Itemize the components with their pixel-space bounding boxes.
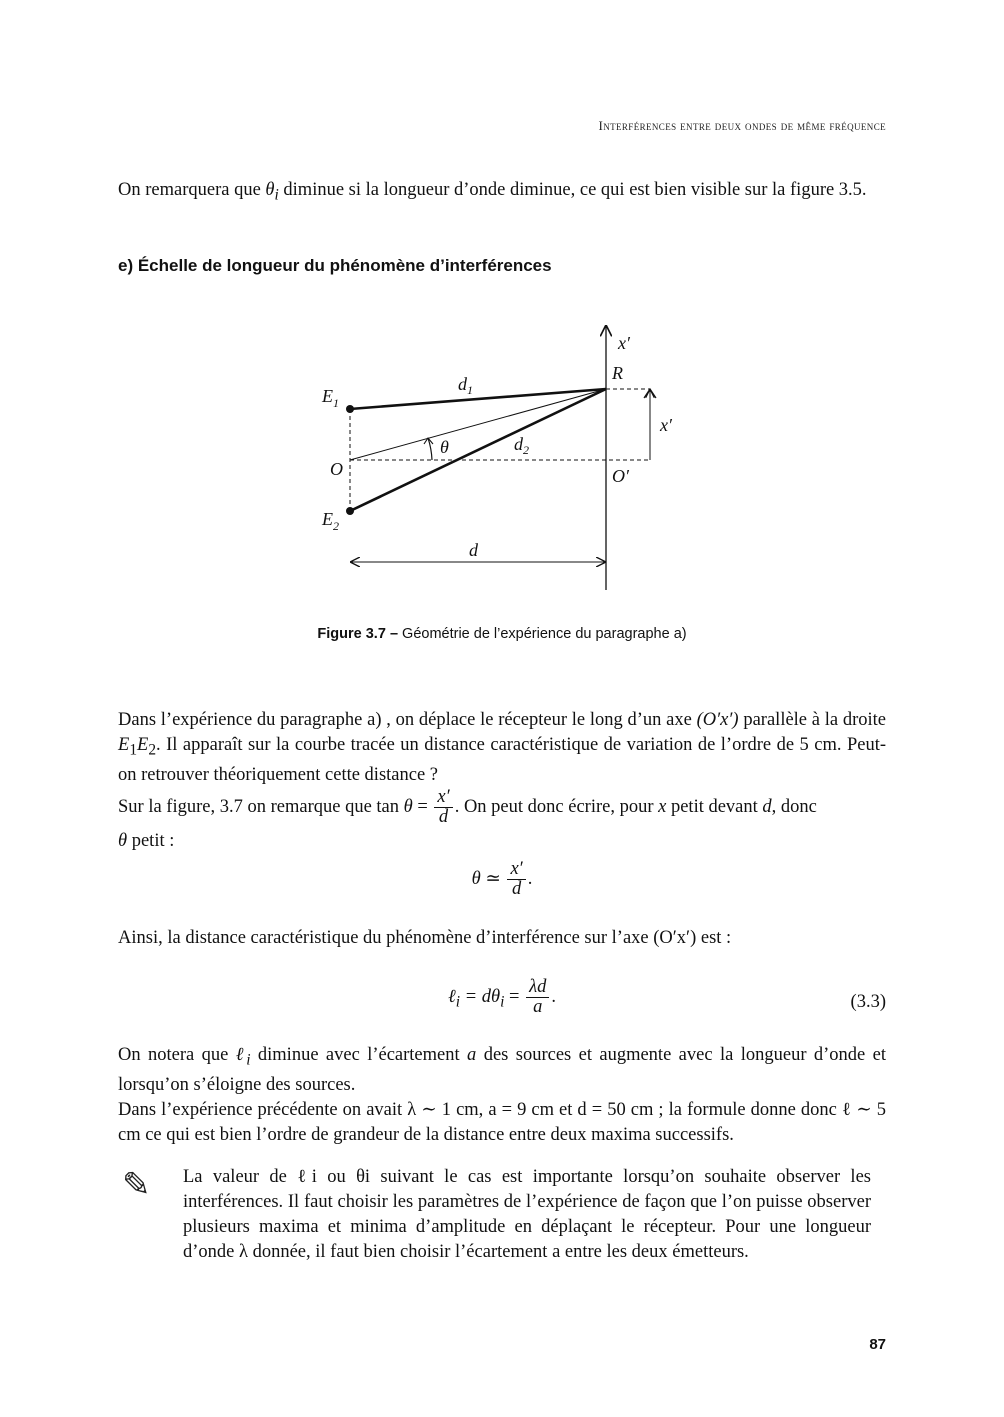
- eq1-fraction: [507, 860, 525, 899]
- intro-paragraph: [118, 178, 886, 208]
- eq2-den: a: [533, 997, 543, 1017]
- p1-text-b: parallèle à la droite: [738, 710, 886, 730]
- caption-text: Géométrie de l’expérience du paragraphe a): [402, 626, 687, 642]
- e1-subscript: 1: [129, 741, 138, 759]
- p4-ell: ℓ: [235, 1045, 247, 1065]
- pencil-icon: ✎: [122, 1165, 151, 1205]
- p4-i: i: [246, 1051, 251, 1069]
- p2-text-d: , donc: [771, 796, 817, 817]
- eq2-i2: i: [500, 993, 505, 1011]
- equation-3-3: [118, 978, 886, 1017]
- eq2-fraction: [526, 978, 549, 1017]
- label-o: O: [330, 459, 343, 479]
- page-number: 87: [869, 1336, 886, 1353]
- source-e2-dot: [346, 507, 354, 515]
- e1-symbol: E: [118, 735, 130, 755]
- eq2-ell: ℓ: [448, 986, 456, 1007]
- p2-text-b: . On peut donc écrire, pour: [454, 796, 659, 817]
- p1-text-a: Dans l’expérience du paragraphe a) , on déplace le récepteur le long d’un axe: [118, 710, 697, 730]
- label-o-prime: O′: [612, 466, 629, 486]
- eq1-den: d: [511, 879, 522, 899]
- source-e1-dot: [346, 405, 354, 413]
- tan-fraction-num: x′: [434, 788, 452, 808]
- eq2-equals: =: [504, 986, 525, 1007]
- eq1-end: .: [527, 868, 533, 889]
- p4-a: a: [467, 1045, 477, 1065]
- eq1-lhs: θ ≃: [471, 868, 506, 889]
- label-d: d: [469, 540, 478, 560]
- eq2-mid: = dθ: [460, 986, 501, 1007]
- label-theta: θ: [440, 437, 449, 457]
- paragraph-receiver: [118, 708, 886, 788]
- equation-theta: [118, 860, 886, 899]
- p1-text-c: . Il apparaît sur la courbe tracée un distance caractéristique de variation de l’ordre de 5 cm. Peut-on retrouver théoriquement cette distance ?: [118, 735, 886, 785]
- label-e2: $E_2$: [322, 509, 339, 533]
- p2-equals: =: [412, 796, 433, 817]
- e2-subscript: 2: [148, 741, 157, 759]
- eq2-num: λd: [526, 978, 549, 998]
- tan-fraction-den: d: [438, 807, 449, 827]
- equation-number: (3.3): [850, 992, 886, 1012]
- axis-expression: (O′x′): [696, 710, 739, 730]
- caption-separator: –: [389, 626, 399, 642]
- label-x-prime-dim: x′: [660, 415, 672, 435]
- intro-text-b: diminue si la longueur d’onde diminue, ce qui est bien visible sur la figure 3.5.: [278, 180, 867, 200]
- e2-symbol: E: [137, 735, 149, 755]
- p2-text-a: Sur la figure, 3.7 on remarque que tan: [118, 796, 404, 817]
- paragraph-notera: [118, 1043, 886, 1098]
- note-text: La valeur de ℓi ou θi suivant le cas est importante lorsqu’on souhaite observer les interférences. Il faut choisir les paramètres de l’expérience de façon que l’on puisse observer plusieurs maxima et minima d’amplitude en déplaçant le récepteur. Pour une longueur d’onde λ donnée, il faut bien choisir l’écartement a entre les deux émetteurs.: [183, 1167, 871, 1262]
- eq2-i: i: [455, 993, 461, 1011]
- label-x-prime-axis: x′: [618, 333, 630, 353]
- eq1-num: x′: [507, 860, 525, 880]
- p2-x: x: [658, 796, 667, 817]
- theta-subscript: i: [274, 186, 279, 204]
- caption-label: Figure 3.7: [317, 626, 386, 642]
- p4-text-b: diminue avec l’écartement: [250, 1045, 468, 1065]
- label-e1: $E_1$: [322, 386, 339, 410]
- p2-theta-2: θ: [118, 831, 128, 851]
- p2-text-c: petit devant: [666, 796, 763, 817]
- p4-text-a: On notera que: [118, 1045, 236, 1065]
- theta-symbol: θ: [265, 180, 275, 200]
- figure-caption: [118, 626, 886, 642]
- paragraph-tan: [118, 788, 886, 855]
- intro-text-a: On remarquera que: [118, 180, 266, 200]
- eq2-end: .: [551, 986, 556, 1007]
- paragraph-experience: Dans l’expérience précédente on avait λ ∼ 1 cm, a = 9 cm et d = 50 cm ; la formule donne donc ℓ ∼ 5 cm ce qui est bien l’ordre de grandeur de la distance entre deux maxima successifs.: [118, 1100, 886, 1145]
- p2-text-e: petit :: [127, 831, 175, 851]
- running-header: Interférences entre deux ondes de même fréquence: [598, 118, 886, 133]
- paragraph-distance: Ainsi, la distance caractéristique du phénomène d’interférence sur l’axe (O′x′) est :: [118, 928, 732, 948]
- tan-fraction: [434, 788, 452, 827]
- label-d2: $d_2$: [514, 434, 529, 457]
- section-title: e) Échelle de longueur du phénomène d’interférences: [118, 256, 552, 275]
- geometry-figure: [310, 320, 670, 600]
- label-d1: $d_1$: [458, 374, 473, 397]
- label-r: R: [612, 363, 623, 383]
- p4-text-c: des sources et augmente avec la longueur d’onde et lorsqu’on s’éloigne des sources.: [118, 1045, 886, 1095]
- p2-d: d: [762, 796, 772, 817]
- p2-theta: θ: [403, 796, 413, 817]
